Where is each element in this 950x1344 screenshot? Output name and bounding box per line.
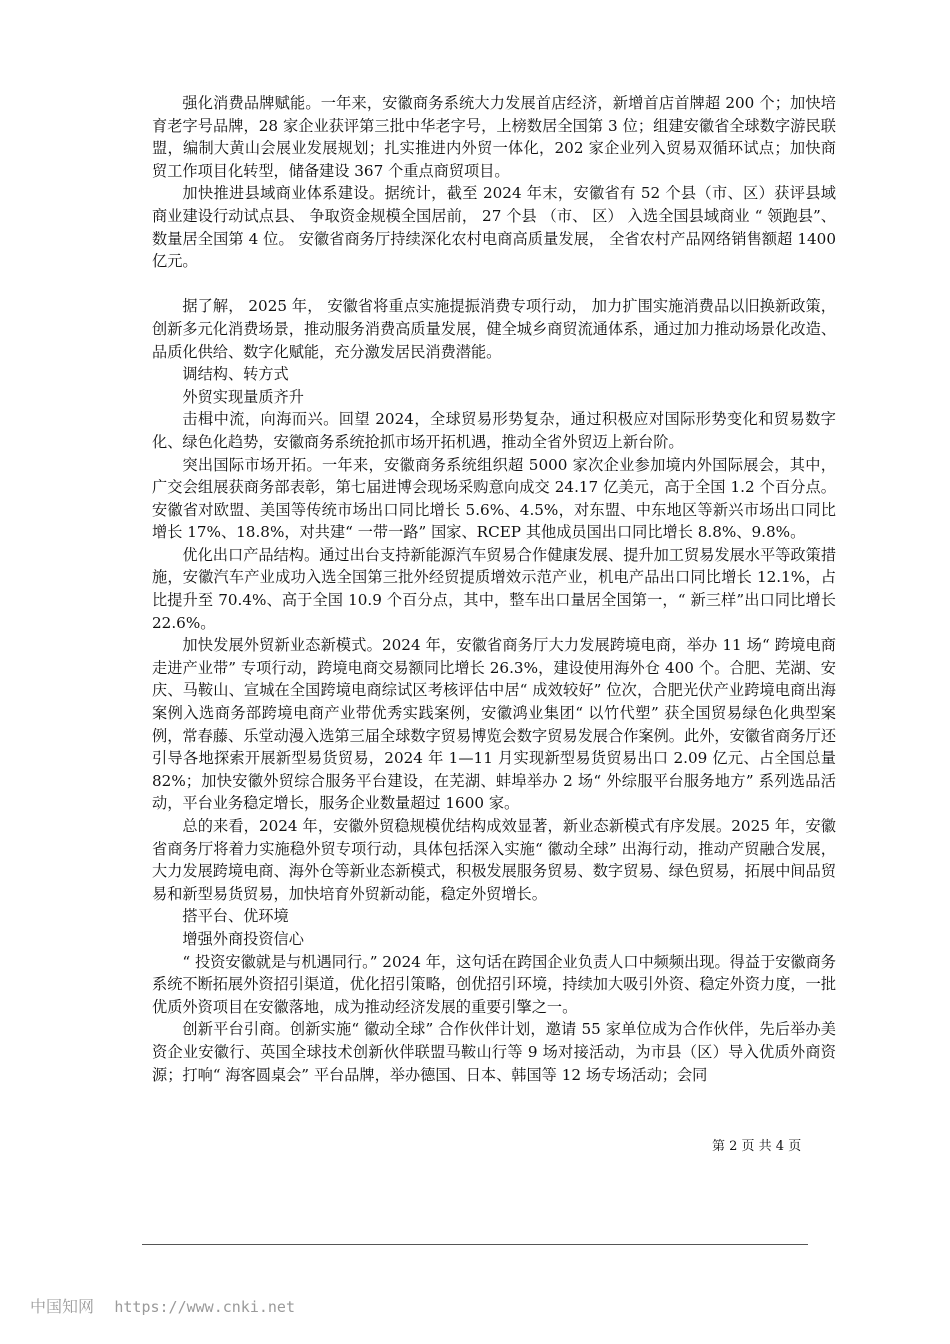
paragraph-trade-summary: 总的来看，2024 年，安徽外贸稳规模优结构成效显著，新业态新模式有序发展。2025 年，安徽省商务厅将着力实施稳外贸专项行动，具体包括深入实施“ 徽动全球” 出海行动，推动产贸融合发展，大力发展跨境电商、海外仓等新业态新模式，积极发展服务贸易、数字贸易、绿色贸易，拓展中间品贸易和新型易货贸易，加快培育外贸新动能，稳定外贸增长。: [152, 817, 836, 903]
watermark-brand: 中国知网: [30, 1297, 95, 1316]
paragraph-trade-intro: 击楫中流，向海而兴。回望 2024，全球贸易形势复杂，通过积极应对国际形势变化和贸易数字化、绿色化趋势，安徽商务系统抢抓市场开拓机遇，推动全省外贸迈上新台阶。: [152, 410, 836, 451]
page-number: 第 2 页 共 4 页: [712, 1139, 802, 1154]
section-subheading-foreign-trade: 外贸实现量质齐升: [182, 387, 304, 406]
paragraph-2025-consumption: 据了解， 2025 年， 安徽省将重点实施提振消费专项行动， 加力扩围实施消费品以旧换新政策，创新多元化消费场景，推动服务消费高质量发展，健全城乡商贸流通体系，通过加力推动场景化改造、品质化供给、数字化赋能，充分激发居民消费潜能。: [152, 297, 836, 361]
section-heading-platform: 搭平台、优环境: [182, 907, 289, 926]
watermark: [30, 1294, 295, 1317]
paragraph-investment-intro: “ 投资安徽就是与机遇同行。” 2024 年，这句话在跨国企业负责人口中频频出现。得益于安徽商务系统不断拓展外资招引渠道，优化招引策略，创优招引环境，持续加大吸引外资、稳定外资力度，一批优质外资项目在安徽落地，成为推动经济发展的重要引擎之一。: [152, 952, 836, 1016]
paragraph-county-commerce: 加快推进县域商业体系建设。据统计，截至 2024 年末，安徽省有 52 个县（市、区）获评县域商业建设行动试点县、 争取资金规模全国居前， 27 个县 （市、 区） 入选全国县域商业 “ 领跑县”、数量居全国第 4 位。 安徽省商务厅持续深化农村电商高质量发展， 全省农村产品网络销售额超 1400 亿元。: [152, 184, 836, 271]
paragraph-market-expansion: 突出国际市场开拓。一年来，安徽商务系统组织超 5000 家次企业参加境内外国际展会，其中，广交会组展获商务部表彰，第七届进博会现场采购意向成交 24.17 亿美元，高于全国 1.2 个百分点。安徽省对欧盟、美国等传统市场出口同比增长 5.6%、4.5%，对东盟、中东地区等新兴市场出口同比增长 17%、18.8%，对共建“ 一带一路” 国家、RCEP 其他成员国出口同比增长 8.8%、9.8%。: [152, 455, 836, 542]
footer-divider: [142, 1244, 808, 1245]
page-body: [152, 92, 836, 1086]
paragraph-new-business-models: 加快发展外贸新业态新模式。2024 年，安徽省商务厅大力发展跨境电商，举办 11 场“ 跨境电商走进产业带” 专项行动，跨境电商交易额同比增长 26.3%，建设使用海外仓 400 个。合肥、芜湖、安庆、马鞍山、宣城在全国跨境电商综试区考核评估中居“ 成效较好” 位次，合肥光伏产业跨境电商出海案例入选商务部跨境电商产业带优秀实践案例，安徽鸿业集团“ 以竹代塑” 获全国贸易绿色化典型案例，常春藤、乐堂动漫入选第三届全球数字贸易博览会数字贸易发展合作案例。此外，安徽省商务厅还引导各地探索开展新型易货贸易，2024 年 1—11 月实现新型易货贸易出口 2.09 亿元、占全国总量 82%；加快安徽外贸综合服务平台建设，在芜湖、蚌埠举办 2 场“ 外综服平台服务地方” 系列选品活动，平台业务稳定增长，服务企业数量超过 1600 家。: [152, 636, 836, 813]
paragraph-export-structure: 优化出口产品结构。通过出台支持新能源汽车贸易合作健康发展、提升加工贸易发展水平等政策措施，安徽汽车产业成功入选全国第三批外经贸提质增效示范产业，机电产品出口同比增长 12.1%，占比提升至 70.4%、高于全国 10.9 个百分点，其中，整车出口量居全国第一，“ 新三样”出口同比增长 22.6%。: [152, 545, 836, 632]
watermark-url: https://www.cnki.net: [114, 1298, 295, 1316]
section-heading-structure: 调结构、转方式: [182, 365, 289, 384]
paragraph-platform-attraction: 创新平台引商。创新实施“ 徽动全球” 合作伙伴计划，邀请 55 家单位成为合作伙伴，先后举办美资企业安徽行、英国全球技术创新伙伴联盟马鞍山行等 9 场对接活动，为市县（区）导入优质外商资源；打响“ 海客圆桌会” 平台品牌，举办德国、日本、韩国等 12 场专场活动；会同: [152, 1020, 836, 1084]
paragraph-consumer-brand: 强化消费品牌赋能。一年来，安徽商务系统大力发展首店经济，新增首店首牌超 200 个；加快培育老字号品牌，28 家企业获评第三批中华老字号，上榜数居全国第 3 位；组建安徽省全球数字游民联盟，编制大黄山会展业发展规划；扎实推进内外贸一体化，202 家企业列入贸易双循环试点；加快商贸工作项目化转型，储备建设 367 个重点商贸项目。: [152, 94, 836, 180]
section-subheading-investment: 增强外商投资信心: [182, 929, 304, 948]
